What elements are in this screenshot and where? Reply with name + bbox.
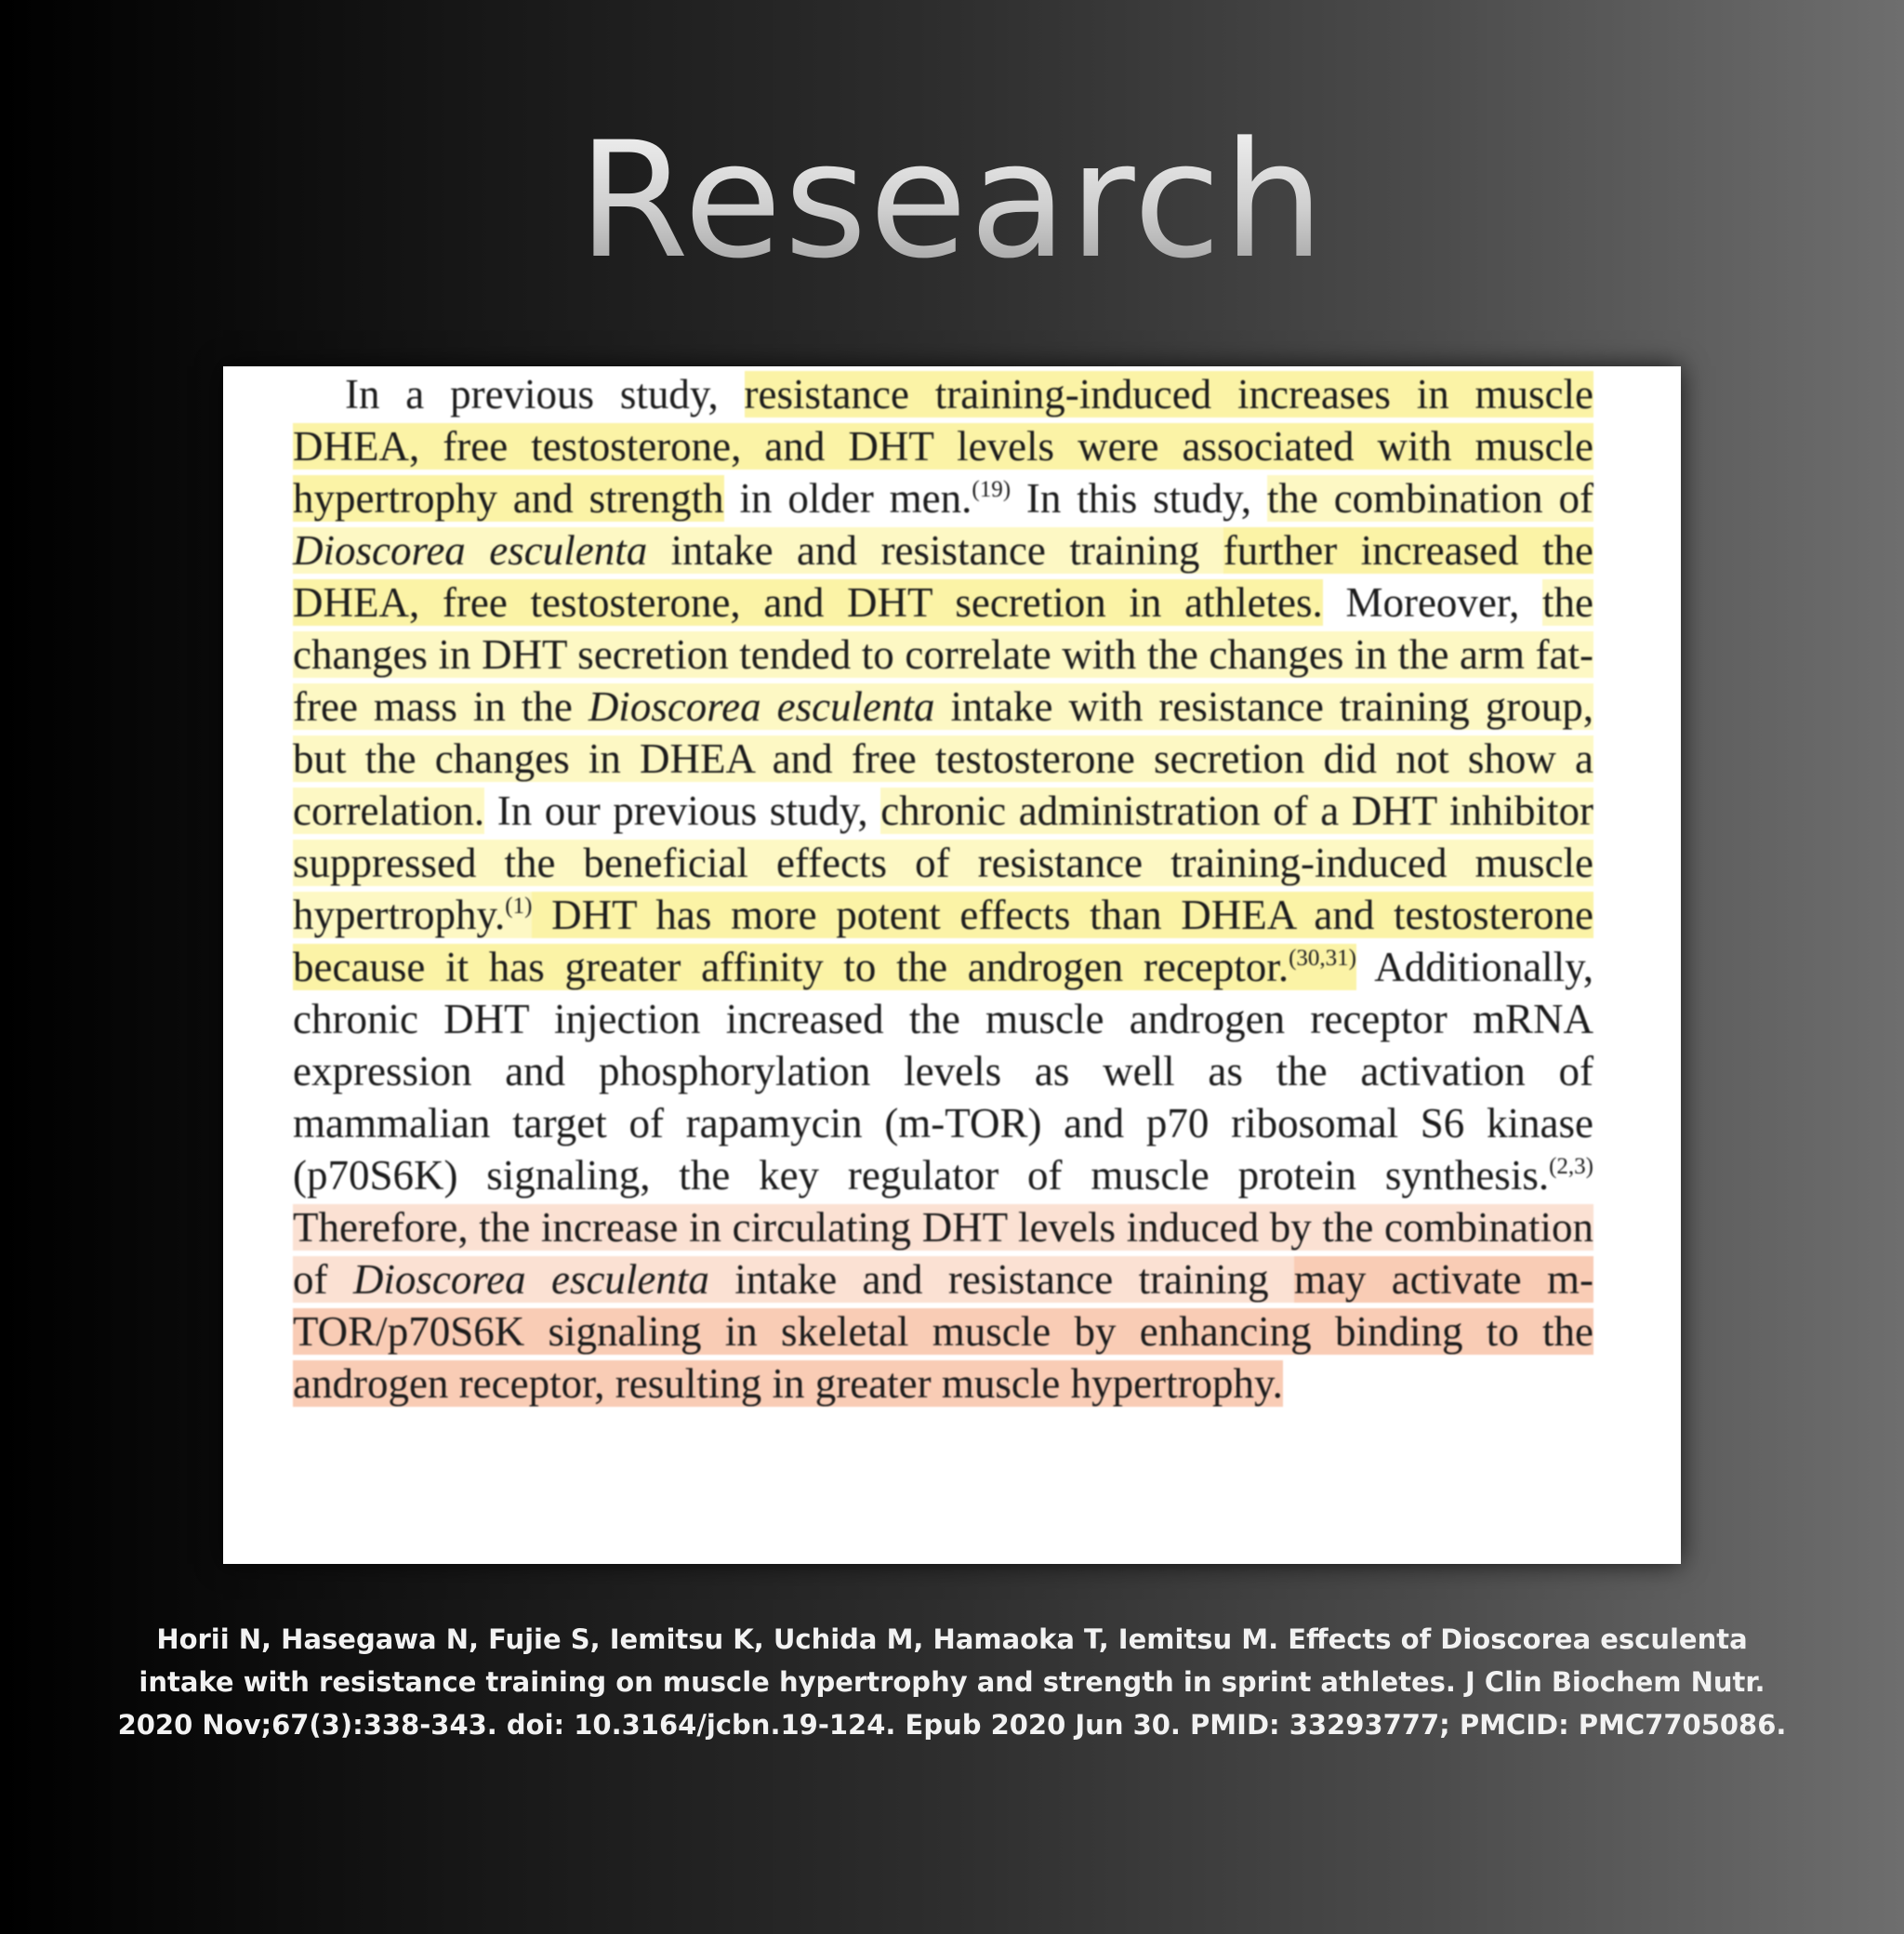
species-name: Dioscorea esculenta <box>293 527 648 574</box>
excerpt-text: the changes in DHT secretion tended to correlate with the changes in the arm fat-free mass in the <box>293 579 1593 730</box>
excerpt-text: the combination of <box>1266 475 1593 522</box>
excerpt-text: In this study, <box>1011 475 1267 522</box>
highlight-yellow: further increased the DHEA, free testosterone, and DHT secretion in athletes. <box>293 527 1593 626</box>
species-name: Dioscorea esculenta <box>352 1256 709 1303</box>
paper-excerpt-image <box>223 366 1681 1564</box>
excerpt-text: intake and resistance training <box>647 527 1223 574</box>
excerpt-text: Additionally, chronic DHT injection increased the muscle androgen receptor mRNA expression and phosphorylation levels as well as the activation of mammalian target of rapamycin (m-TOR) and p70 ribosomal S6 kinase (p70S6K) signaling, the key regulator of muscle protein synthesis. <box>293 944 1594 1199</box>
excerpt-text: DHT has more potent effects than DHEA and testosterone because it has greater affinity to the androgen receptor. <box>293 892 1593 990</box>
reference-superscript: (30,31) <box>1289 946 1356 971</box>
excerpt-text: intake and resistance training <box>708 1256 1294 1303</box>
species-name: Dioscorea esculenta <box>588 683 935 730</box>
reference-superscript: (19) <box>972 477 1012 502</box>
reference-superscript: (1) <box>505 894 533 919</box>
excerpt-text: In a previous study, <box>345 371 745 417</box>
reference-superscript: (2,3) <box>1549 1154 1593 1179</box>
excerpt-text: in older men. <box>723 475 972 522</box>
highlight-peach: may activate m-TOR/p70S6K signaling in skeletal muscle by enhancing binding to the androgen receptor, resulting in greater muscle hypertrophy. <box>293 1256 1593 1407</box>
excerpt-text: In our previous study, <box>484 788 881 834</box>
citation-text: Horii N, Hasegawa N, Fujie S, Iemitsu K, Uchida M, Hamaoka T, Iemitsu M. Effects of Dioscorea esculenta intake with resistance training on muscle hypertrophy and strength in sprint athletes. J Clin Biochem Nutr. 2020 Nov;67(3):338-343. doi: 10.3164/jcbn.19-124. Epub 2020 Jun 30. PMID: 33293777; PMCID: PMC7705086. <box>117 1623 1787 1741</box>
excerpt-text: Therefore, the increase in circulating DHT levels induced by the combination of <box>293 1204 1593 1303</box>
highlight-yellow: muscle hypertrophy and strength <box>293 423 1593 522</box>
page-title: Research <box>0 121 1904 281</box>
excerpt-text: chronic administration of a DHT inhibitor suppressed the beneficial effects of resistance training-induced muscle hypertrophy. <box>293 788 1593 938</box>
excerpt-text: intake with resistance training group, but the changes in DHEA and free testosterone secretion did not show a correlation. <box>293 683 1593 834</box>
highlight-yellow: resistance training-induced increases in muscle DHEA, free testosterone, and DHT levels were associated with <box>293 371 1593 470</box>
excerpt-text: Moreover, <box>1322 579 1542 626</box>
excerpt-paragraph <box>293 366 1593 1410</box>
